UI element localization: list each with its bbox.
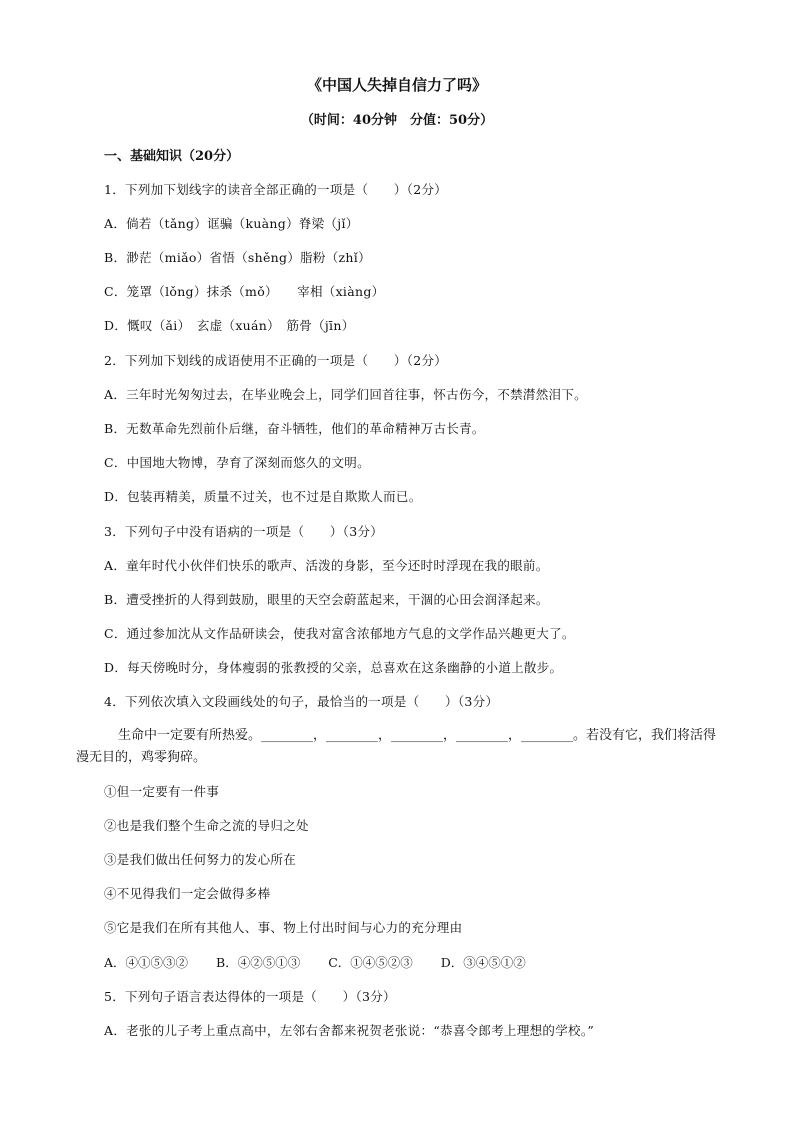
question-4-sentence-5: ⑤它是我们在所有其他人、事、物上付出时间与心力的充分理由	[104, 920, 463, 935]
question-4-choices	[104, 953, 550, 971]
question-2-option-a: A．三年时光匆匆过去，在毕业晚会上，同学们回首往事，怀古伤今，不禁潸然泪下。	[104, 387, 587, 402]
question-1-option-b: B．渺茫（miǎo）省悟（shěng）脂粉（zhǐ）	[104, 250, 371, 265]
question-4-sentence-3: ③是我们做出任何努力的发心所在	[104, 852, 297, 867]
question-4-choice-d: D．③④⑤①②	[440, 955, 526, 970]
question-3-option-d: D．每天傍晚时分，身体瘦弱的张教授的父亲，总喜欢在这条幽静的小道上散步。	[104, 660, 563, 675]
question-4-passage: 生命中一定要有所热爱。________，________，________，________，________。若没有它，我们将活得漫无目的，鸡零狗碎。	[76, 728, 717, 765]
question-1-stem: 1．下列加下划线字的读音全部正确的一项是（ ）（2分）	[104, 182, 448, 197]
question-4-choice-b: B．④②⑤①③	[216, 955, 301, 970]
question-1-option-d: D．慨叹（ǎi） 玄虚（xuán） 筋骨（jīn）	[104, 318, 355, 333]
question-4-choice-c: C．①④⑤②③	[328, 955, 413, 970]
question-4-choice-a: A．④①⑤③②	[104, 955, 189, 970]
question-3-stem: 3．下列句子中没有语病的一项是（ ）（3分）	[104, 524, 384, 539]
question-2-option-b: B．无数革命先烈前仆后继，奋斗牺牲，他们的革命精神万古长青。	[104, 421, 485, 436]
section-heading: 一、基础知识（20分）	[104, 149, 240, 164]
page-subtitle: （时间：40分钟 分值：50分）	[300, 113, 494, 128]
question-4-sentence-1: ①但一定要有一件事	[104, 784, 220, 799]
question-2-stem: 2．下列加下划线的成语使用不正确的一项是（ ）（2分）	[104, 353, 448, 368]
question-1-option-c: C．笼罩（lǒng）抹杀（mǒ） 宰相（xiàng）	[104, 284, 385, 299]
question-4-sentence-4: ④不见得我们一定会做得多棒	[104, 886, 271, 901]
question-4-stem: 4．下列依次填入文段画线处的句子，最恰当的一项是（ ）（3分）	[104, 694, 499, 709]
question-4-sentence-2: ②也是我们整个生命之流的导归之处	[104, 818, 309, 833]
question-5-option-a: A．老张的儿子考上重点高中，左邻右舍都来祝贺老张说：“恭喜令郎考上理想的学校。”	[104, 1023, 595, 1038]
question-2-option-c: C．中国地大物博，孕育了深刻而悠久的文明。	[104, 455, 370, 470]
question-1-option-a: A．倘若（tǎng）诓骗（kuàng）脊梁（jǐ）	[104, 216, 359, 231]
question-3-option-c: C．通过参加沈从文作品研读会，使我对富含浓郁地方气息的文学作品兴趣更大了。	[104, 626, 575, 641]
question-5-stem: 5．下列句子语言表达得体的一项是（ ）（3分）	[104, 989, 396, 1004]
question-2-option-d: D．包装再精美，质量不过关，也不过是自欺欺人而已。	[104, 489, 422, 504]
question-3-option-a: A．童年时代小伙伴们快乐的歌声、活泼的身影，至今还时时浮现在我的眼前。	[104, 558, 549, 573]
page-title: 《中国人失掉自信力了吗》	[306, 76, 487, 94]
question-3-option-b: B．遭受挫折的人得到鼓励，眼里的天空会蔚蓝起来，干涸的心田会润泽起来。	[104, 592, 549, 607]
